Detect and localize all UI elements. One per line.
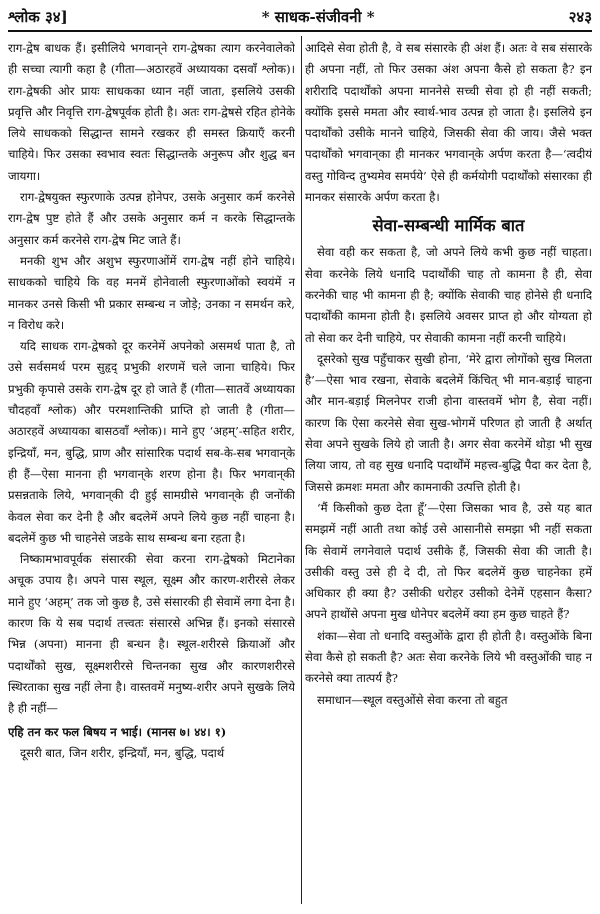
paragraph: दूसरेको सुख पहुँचाकर सुखी होना, ‘मेरे द्वारा लोगोंको सुख मिलता है’—ऐसा भाव रखना, सेवाके बदलेमें किंचित् भी मान-बड़ाई चाहना और मान-बड़ाई मिलनेपर राजी होना वास्तवमें भोग है, सेवा नहीं। कारण कि ऐसा करनेसे सेवा सुख-भोगमें परिणत हो जाती है अर्थात् सेवा अपने सुखके लिये हो जाती है। अगर सेवा करनेमें थोड़ा भी सुख लिया जाय, तो वह सुख धनादि पदार्थोंमें महत्त्व-बुद्धि पैदा कर देता है, जिससे क्रमशः ममता और कामनाकी उत्पत्ति होती है। — [305, 351, 592, 494]
paragraph: ‘मैं किसीको कुछ देता हूँ’—ऐसा जिसका भाव है, उसे यह बात समझमें नहीं आती तथा कोई उसे आसानीसे समझा भी नहीं सकता कि सेवामें लगनेवाले पदार्थ उसीके हैं, जिसकी सेवा की जाती है। उसीकी वस्तु उसे ही दे दी, तो फिर बदलेमें कुछ चाहनेका हमें अधिकार ही क्या है? उसीकी धरोहर उसीको देनेमें एहसान कैसा? अपने हाथोंसे अपना मुख धोनेपर बदलेमें क्या हम कुछ चाहते हैं? — [305, 500, 592, 622]
left-column — [8, 38, 295, 910]
section-heading: सेवा-सम्बन्धी मार्मिक बात — [372, 216, 525, 236]
header-book-title: * साधक-संजीवनी * — [261, 8, 375, 26]
paragraph: सेवा वही कर सकता है, जो अपने लिये कभी कुछ नहीं चाहता। सेवा करनेके लिये धनादि पदार्थोंकी चाह तो कामना है ही, सेवा करनेकी चाह भी कामना ही है; क्योंकि सेवाकी चाह होनेसे ही धनादि पदार्थोंकी कामना होती है। इसलिये अवसर प्राप्त हो और योग्यता हो तो सेवा कर देनी चाहिये, पर सेवाकी कामना नहीं करनी चाहिये। — [305, 245, 592, 345]
column-divider — [301, 36, 302, 904]
paragraph: शंका—सेवा तो धनादि वस्तुओंके द्वारा ही होती है। वस्तुओंके बिना सेवा कैसे हो सकती है? अतः सेवा करनेके लिये भी वस्तुओंकी चाह न करनेसे क्या तात्पर्य है? — [305, 628, 592, 686]
paragraph: मनकी शुभ और अशुभ स्फुरणाओंमें राग-द्वेष नहीं होने चाहिये। साधकको चाहिये कि वह मनमें होनेवाली स्फुरणाओंको स्वयंमें न मानकर उनसे किसी भी प्रकार सम्बन्ध न जोड़े; उनका न समर्थन करे, न विरोध करे। — [8, 253, 295, 332]
header-verse-ref: श्लोक ३४] — [8, 8, 68, 26]
paragraph: दूसरी बात, जिन शरीर, इन्द्रियाँ, मन, बुद्धि, पदार्थ — [20, 745, 225, 760]
paragraph: आदिसे सेवा होती है, वे सब संसारके ही अंश हैं। अतः वे सब संसारके ही अपना नहीं, तो फिर उसका अंश अपना कैसे हो सकता है? इन शरीरादि पदार्थोंको अपना माननेसे सच्ची सेवा हो ही नहीं सकती; क्योंकि इससे ममता और स्वार्थ-भाव उत्पन्न हो जाता है। इसलिये इन पदार्थोंको उसीके मानने चाहिये, जिसकी सेवा की जाय। जैसे भक्त पदार्थोंको भगवान्‌का ही मानकर भगवान्‌के अर्पण करता है—‘त्वदीयं वस्तु गोविन्द तुभ्यमेव समर्पये’ ऐसे ही कर्मयोगी पदार्थोंको संसारका ही मानकर संसारके अर्पण करता है। — [305, 41, 592, 205]
page-header — [8, 4, 592, 32]
paragraph: राग-द्वेषयुक्त स्फुरणाके उत्पन्न होनेपर, उसके अनुसार कर्म करनेसे राग-द्वेष पुष्ट होते हैं और उसके अनुसार कर्म न करके सिद्धान्तके अनुसार कर्म करनेसे राग-द्वेष मिट जाते हैं। — [8, 190, 295, 247]
right-column — [305, 38, 592, 910]
paragraph: समाधान—स्थूल वस्तुओंसे सेवा करना तो बहुत — [317, 692, 508, 707]
page-number: २४३ — [568, 8, 592, 26]
paragraph: यदि साधक राग-द्वेषको दूर करनेमें अपनेको असमर्थ पाता है, तो उसे सर्वसमर्थ परम सुहृद् प्रभुकी शरणमें चले जाना चाहिये। फिर प्रभुकी कृपासे उसके राग-द्वेष दूर हो जाते हैं (गीता—सातवें अध्यायका चौदहवाँ श्लोक) और परमशान्तिकी प्राप्ति हो जाती है (गीता—अठारहवें अध्यायका बासठवाँ श्लोक)। माने हुए ‘अहम्’-सहित शरीर, इन्द्रियाँ, मन, बुद्धि, प्राण और सांसारिक पदार्थ सब-के-सब भगवान्‌के ही हैं—ऐसा मानना ही भगवान्‌के शरण होना है। फिर भगवान्‌की प्रसन्नताके लिये, भगवान्‌की दी हुई सामग्रीसे भगवान्‌के ही जनोंकी केवल सेवा कर देनी है और बदलेमें अपने लिये कुछ नहीं चाहना है। बदलेमें कुछ भी चाहनेसे जडके साथ सम्बन्ध बना रहता है। — [8, 339, 295, 545]
manas-quote: एहि तन कर फल बिषय न भाई। (मानस ७। ४४। १) — [8, 724, 227, 739]
paragraph: राग-द्वेष बाधक हैं। इसीलिये भगवान्‌ने राग-द्वेषका त्याग करनेवालेको ही सच्चा त्यागी कहा है (गीता—अठारहवें अध्यायका दसवाँ श्लोक)। राग-द्वेषकी ओर प्रायः साधकका ध्यान नहीं जाता, इसलिये उसकी प्रवृत्ति और निवृत्ति राग-द्वेषपूर्वक होती है। अतः राग-द्वेषसे रहित होनेके लिये साधकको सिद्धान्त सामने रखकर ही समस्त क्रियाएँ करनी चाहिये। फिर उसका स्वभाव स्वतः सिद्धान्तके अनुरूप और शुद्ध बन जायगा। — [8, 41, 295, 183]
paragraph: निष्कामभावपूर्वक संसारकी सेवा करना राग-द्वेषको मिटानेका अचूक उपाय है। अपने पास स्थूल, सूक्ष्म और कारण-शरीरसे लेकर माने हुए ‘अहम्’ तक जो कुछ है, उसे संसारकी ही सेवामें लगा देना है। कारण कि ये सब पदार्थ तत्त्वतः संसारसे अभिन्न हैं। इनको संसारसे भिन्न (अपना) मानना ही बन्धन है। स्थूल-शरीरसे क्रियाओं और पदार्थोंको सुख, सूक्ष्मशरीरसे चिन्तनका सुख और कारणशरीरसे स्थिरताका सुख नहीं लेना है। वास्तवमें मनुष्य-शरीर अपने सुखके लिये है ही नहीं— — [8, 552, 295, 716]
